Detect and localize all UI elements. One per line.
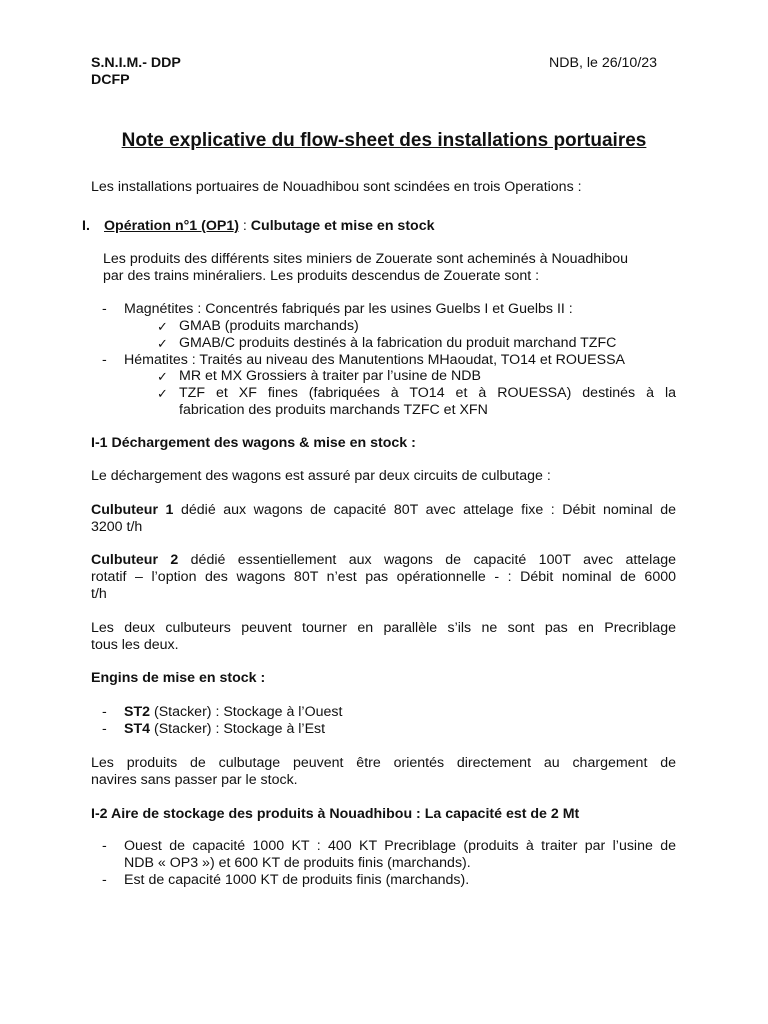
culbuteur1-text: dédié aux wagons de capacité 80T avec attelage fixe : Débit nominal de (173, 502, 676, 518)
st4-label: ST4 (124, 721, 151, 737)
products-line2: navires sans passer par le stock. (91, 772, 298, 788)
engins-heading: Engins de mise en stock : (91, 670, 266, 686)
place-date: NDB, le 26/10/23 (549, 55, 658, 71)
check-icon: ✓ (157, 336, 168, 351)
st2-label: ST2 (124, 704, 151, 720)
org-line-2: DCFP (91, 72, 130, 88)
hematites-sub2-line2: fabrication des produits marchands TZFC et XFN (179, 402, 488, 418)
hematites-sub1: MR et MX Grossiers à traiter par l’usine de NDB (179, 368, 481, 384)
ouest-line2: NDB « OP3 ») et 600 KT de produits finis (marchands). (124, 855, 471, 871)
org-line-1: S.N.I.M.- DDP (91, 55, 181, 71)
dash-bullet: - (102, 721, 107, 737)
check-icon: ✓ (157, 369, 168, 384)
culbuteur1-label: Culbuteur 1 (91, 502, 174, 518)
culbuteur1-line2: 3200 t/h (91, 519, 143, 535)
section-heading (104, 218, 435, 235)
hematites-item: Hématites : Traités au niveau des Manutentions MHaoudat, TO14 et ROUESSA (124, 352, 626, 368)
section-heading-link: Opération n°1 (OP1) (104, 218, 239, 234)
culbuteur2-line2: rotatif – l’option des wagons 80T n’est pas opérationnelle - : Débit nominal de 6000 (91, 569, 676, 585)
st2-item (124, 704, 342, 721)
st4-text: (Stacker) : Stockage à l’Est (150, 721, 326, 737)
hematites-sub2-line1: TZF et XF fines (fabriquées à TO14 et à ROUESSA) destinés à la (179, 385, 676, 401)
magnetites-item: Magnétites : Concentrés fabriqués par les usines Guelbs I et Guelbs II : (124, 301, 573, 317)
dash-bullet: - (102, 872, 107, 888)
st2-text: (Stacker) : Stockage à l’Ouest (150, 704, 343, 720)
subsection-2-heading: I-2 Aire de stockage des produits à Nouadhibou : La capacité est de 2 Mt (91, 806, 580, 822)
dash-bullet: - (102, 704, 107, 720)
check-icon: ✓ (157, 386, 168, 401)
magnetites-sub1: GMAB (produits marchands) (179, 318, 359, 334)
check-icon: ✓ (157, 319, 168, 334)
parallel-line1: Les deux culbuteurs peuvent tourner en parallèle s’ils ne sont pas en Precriblage (91, 620, 676, 636)
section1-para-line2: par des trains minéraliers. Les produits descendus de Zouerate sont : (103, 268, 540, 284)
section-heading-rest: Culbutage et mise en stock (250, 218, 435, 234)
intro-text: Les installations portuaires de Nouadhibou sont scindées en trois Operations : (91, 179, 582, 195)
ouest-line1: Ouest de capacité 1000 KT : 400 KT Precriblage (produits à traiter par l’usine de (124, 838, 676, 854)
dash-bullet: - (102, 838, 107, 854)
culbuteur2-text: dédié essentiellement aux wagons de capacité 100T avec attelage (178, 552, 676, 568)
dash-bullet: - (102, 301, 107, 317)
subsection-1-heading: I-1 Déchargement des wagons & mise en stock : (91, 435, 416, 451)
section-heading-sep: : (238, 218, 251, 234)
culbuteur2-line3: t/h (91, 586, 107, 602)
culbuteur1-line1 (91, 502, 676, 519)
culbuteur2-label: Culbuteur 2 (91, 552, 179, 568)
parallel-line2: tous les deux. (91, 637, 179, 653)
unloading-para: Le déchargement des wagons est assuré par deux circuits de culbutage : (91, 468, 551, 484)
magnetites-sub2: GMAB/C produits destinés à la fabrication du produit marchand TZFC (179, 335, 617, 351)
section1-para-line1: Les produits des différents sites miniers de Zouerate sont acheminés à Nouadhibou (103, 251, 628, 267)
dash-bullet: - (102, 352, 107, 368)
products-line1: Les produits de culbutage peuvent être orientés directement au chargement de (91, 755, 676, 771)
culbuteur2-line1 (91, 552, 676, 569)
page-title: Note explicative du flow-sheet des installations portuaires (121, 130, 647, 151)
est-item: Est de capacité 1000 KT de produits finis (marchands). (124, 872, 470, 888)
section-number: I. (82, 218, 90, 234)
st4-item (124, 721, 325, 738)
